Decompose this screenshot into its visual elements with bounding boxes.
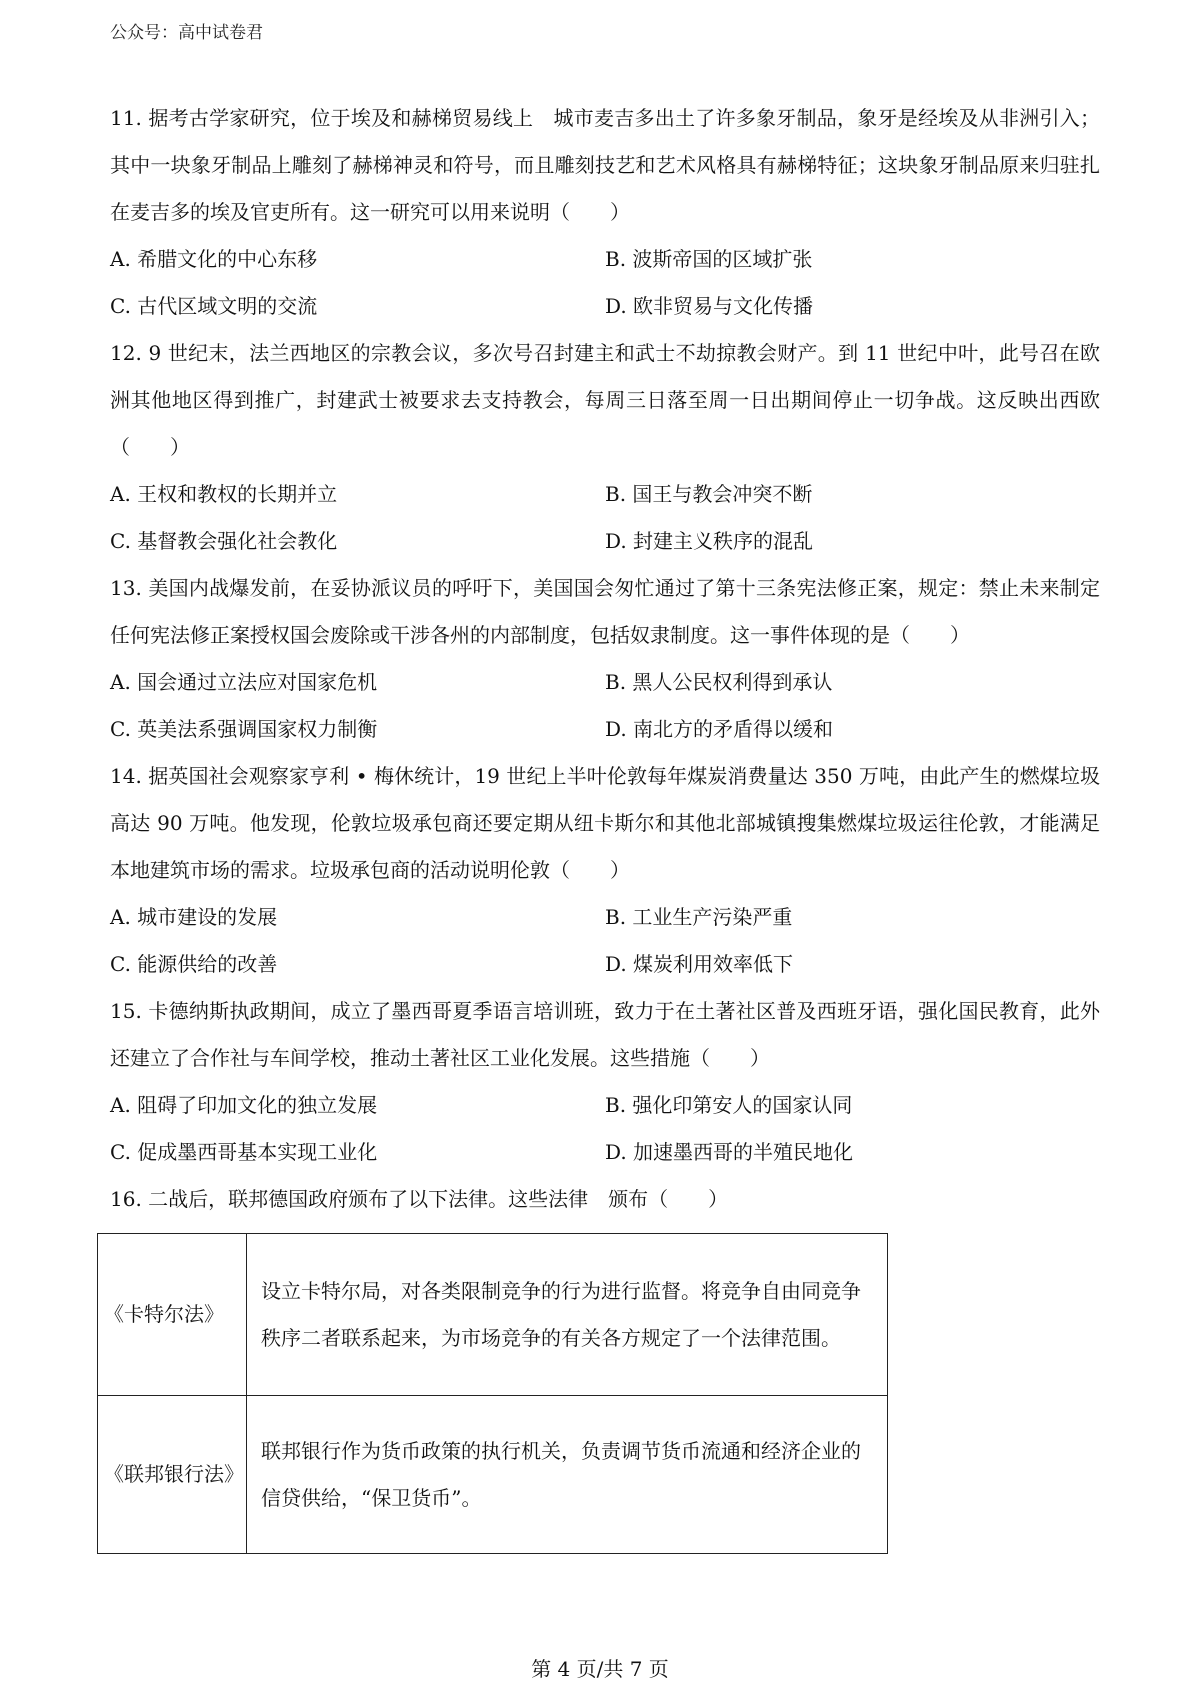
law-table [97, 1233, 888, 1554]
option-b: B. 强化印第安人的国家认同 [605, 1093, 853, 1117]
question-stem: 13. 美国内战爆发前，在妥协派议员的呼吁下，美国国会匆忙通过了第十三条宪法修正案，规定：禁止未来制定任何宪法修正案授权国会废除或干涉各州的内部制度，包括奴隶制度。这一事件体现的是（ ） [110, 576, 1100, 647]
law-name: 《联邦银行法》 [98, 1396, 247, 1554]
option-a: A. 阻碍了印加文化的独立发展 [110, 1093, 378, 1117]
option-d: D. 加速墨西哥的半殖民地化 [605, 1140, 854, 1164]
question-11 [110, 95, 1100, 330]
question-stem: 12. 9 世纪末，法兰西地区的宗教会议，多次号召封建主和武士不劫掠教会财产。到 11 世纪中叶，此号召在欧洲其他地区得到推广，封建武士被要求去支持教会，每周三日落至周一日出期间停止一切争战。这反映出西欧（ ） [110, 341, 1100, 459]
description-line: 信贷供给，“保卫货币”。 [261, 1485, 482, 1510]
question-list [110, 95, 1100, 1223]
page-footer: 第 4 页/共 7 页 [531, 1657, 669, 1681]
options [110, 1082, 1100, 1176]
law-description [247, 1234, 888, 1396]
question-15 [110, 988, 1100, 1176]
question-stem: 16. 二战后，联邦德国政府颁布了以下法律。这些法律 颁布（ ） [110, 1187, 729, 1211]
law-name: 《卡特尔法》 [98, 1234, 247, 1396]
table-row [98, 1234, 888, 1396]
table-row [98, 1396, 888, 1554]
option-d: D. 煤炭利用效率低下 [605, 952, 794, 976]
options [110, 894, 1100, 988]
option-a: A. 城市建设的发展 [110, 905, 278, 929]
options [110, 471, 1100, 565]
option-b: B. 国王与教会冲突不断 [605, 482, 813, 506]
question-14 [110, 753, 1100, 988]
description-line: 秩序二者联系起来，为市场竞争的有关各方规定了一个法律范围。 [261, 1325, 841, 1350]
option-a: A. 王权和教权的长期并立 [110, 482, 338, 506]
description-line: 设立卡特尔局，对各类限制竞争的行为进行监督。将竞争自由同竞争 [261, 1278, 861, 1303]
law-description [247, 1396, 888, 1554]
option-d: D. 欧非贸易与文化传播 [605, 294, 814, 318]
options [110, 659, 1100, 753]
question-stem: 11. 据考古学家研究，位于埃及和赫梯贸易线上 城市麦吉多出土了许多象牙制品，象牙是经埃及从非洲引入；其中一块象牙制品上雕刻了赫梯神灵和符号，而且雕刻技艺和艺术风格具有赫梯特征；这块象牙制品原来归驻扎在麦吉多的埃及官吏所有。这一研究可以用来说明（ ） [110, 106, 1100, 224]
question-12 [110, 330, 1100, 565]
option-a: A. 希腊文化的中心东移 [110, 247, 318, 271]
question-13 [110, 565, 1100, 753]
option-c: C. 能源供给的改善 [110, 952, 278, 976]
option-c: C. 古代区域文明的交流 [110, 294, 318, 318]
options [110, 236, 1100, 330]
option-c: C. 促成墨西哥基本实现工业化 [110, 1140, 378, 1164]
option-c: C. 基督教会强化社会教化 [110, 529, 338, 553]
page-header: 公众号：高中试卷君 [110, 23, 263, 43]
question-stem: 14. 据英国社会观察家亨利 • 梅休统计，19 世纪上半叶伦敦每年煤炭消费量达 350 万吨，由此产生的燃煤垃圾高达 90 万吨。他发现，伦敦垃圾承包商还要定期从纽卡斯尔和其他北部城镇搜集燃煤垃圾运往伦敦，才能满足本地建筑市场的需求。垃圾承包商的活动说明伦敦（ ） [110, 764, 1100, 882]
question-stem: 15. 卡德纳斯执政期间，成立了墨西哥夏季语言培训班，致力于在土著社区普及西班牙语，强化国民教育，此外还建立了合作社与车间学校，推动土著社区工业化发展。这些措施（ ） [110, 999, 1100, 1070]
option-d: D. 南北方的矛盾得以缓和 [605, 717, 834, 741]
option-b: B. 黑人公民权利得到承认 [605, 670, 833, 694]
option-b: B. 波斯帝国的区域扩张 [605, 247, 813, 271]
option-d: D. 封建主义秩序的混乱 [605, 529, 814, 553]
description-line: 联邦银行作为货币政策的执行机关，负责调节货币流通和经济企业的 [261, 1438, 861, 1463]
option-a: A. 国会通过立法应对国家危机 [110, 670, 378, 694]
question-16 [110, 1176, 1100, 1223]
option-c: C. 英美法系强调国家权力制衡 [110, 717, 378, 741]
option-b: B. 工业生产污染严重 [605, 905, 793, 929]
